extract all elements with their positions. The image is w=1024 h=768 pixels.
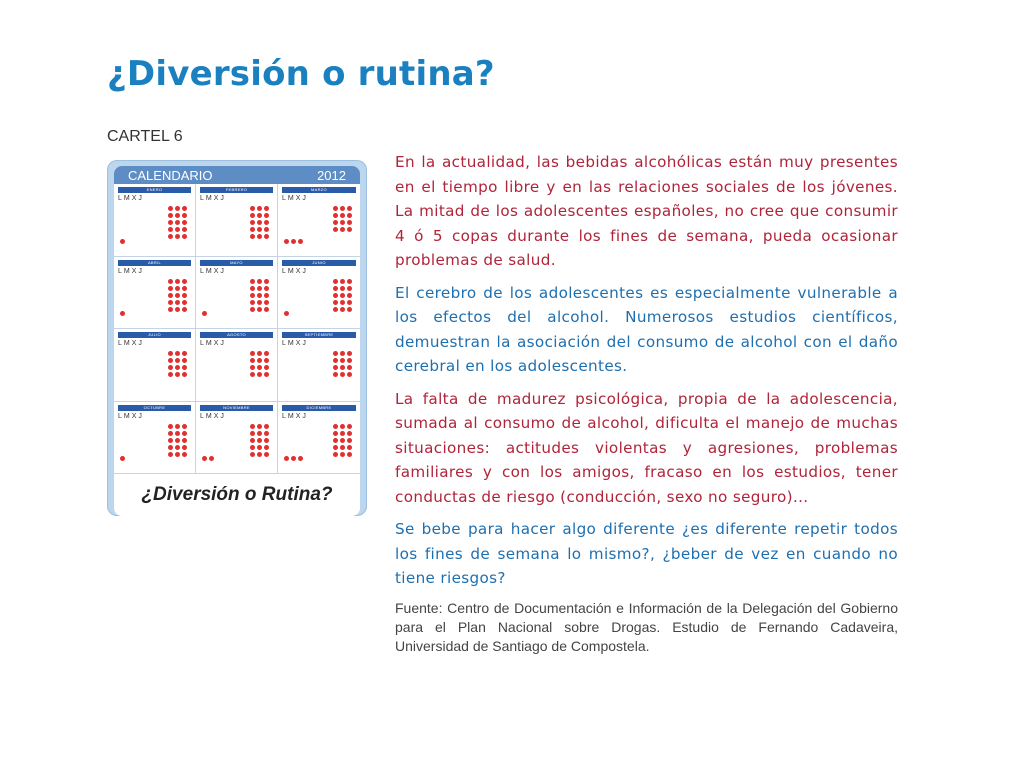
calendar-dots — [168, 424, 187, 457]
red-dot — [120, 311, 125, 316]
red-dot — [250, 234, 255, 239]
red-dot — [284, 456, 289, 461]
red-dot — [168, 206, 173, 211]
red-dot — [264, 300, 269, 305]
red-dot — [298, 239, 303, 244]
red-dot — [168, 307, 173, 312]
red-dot — [250, 300, 255, 305]
red-dot — [347, 213, 352, 218]
red-dot — [168, 220, 173, 225]
red-dot — [340, 279, 345, 284]
red-dot — [182, 351, 187, 356]
red-dot — [340, 300, 345, 305]
red-dot — [175, 234, 180, 239]
red-dot — [168, 358, 173, 363]
red-dot — [333, 286, 338, 291]
red-dot — [257, 431, 262, 436]
calendar-month-name: NOVIEMBRE — [200, 405, 273, 411]
calendar-month-name: MARZO — [282, 187, 356, 193]
page-title: ¿Diversión o rutina? — [107, 54, 495, 94]
red-dot — [264, 358, 269, 363]
red-dot — [250, 279, 255, 284]
calendar-day-letters: LMXJ — [118, 340, 144, 347]
red-dot — [182, 220, 187, 225]
calendar-day-letters: LMXJ — [200, 340, 226, 347]
red-dot — [291, 239, 296, 244]
red-dot — [264, 365, 269, 370]
red-dot — [168, 286, 173, 291]
calendar-day-letters: LMXJ — [282, 340, 308, 347]
red-dot — [175, 424, 180, 429]
red-dot — [182, 424, 187, 429]
red-dot — [340, 307, 345, 312]
red-dot — [250, 424, 255, 429]
red-dot — [333, 206, 338, 211]
red-dot — [175, 358, 180, 363]
calendar-header-year: 2012 — [317, 167, 346, 183]
red-dot — [333, 213, 338, 218]
red-dot — [264, 424, 269, 429]
red-dot — [264, 293, 269, 298]
red-dot — [182, 279, 187, 284]
red-dot — [175, 372, 180, 377]
red-dot — [250, 213, 255, 218]
red-dot — [340, 286, 345, 291]
red-dot — [182, 452, 187, 457]
red-dot — [257, 365, 262, 370]
red-dot — [175, 307, 180, 312]
calendar-header — [114, 166, 360, 184]
calendar-month — [114, 184, 196, 257]
red-dot — [175, 300, 180, 305]
red-dot — [182, 227, 187, 232]
red-dot — [347, 431, 352, 436]
red-dot — [168, 300, 173, 305]
red-dot — [333, 445, 338, 450]
calendar-month-name: MAYO — [200, 260, 273, 266]
red-dot — [168, 424, 173, 429]
red-dot — [347, 358, 352, 363]
calendar-day-letters: LMXJ — [118, 412, 144, 420]
paragraph-brain-vulnerability: El cerebro de los adolescentes es especialmente vulnerable a los efectos del alcohol. Numerosos estudios científicos, demuestran la asociación del consumo de alcohol con el daño cerebral en los adolescentes. — [395, 283, 898, 375]
red-dot — [347, 307, 352, 312]
red-dot — [340, 358, 345, 363]
calendar-month-name: JUNIO — [282, 260, 356, 266]
red-dot — [250, 438, 255, 443]
red-dot — [257, 372, 262, 377]
red-dot — [182, 445, 187, 450]
red-dot — [257, 358, 262, 363]
red-dot — [340, 227, 345, 232]
calendar-dots — [168, 206, 187, 239]
calendar-dots — [333, 279, 352, 312]
red-dot — [347, 220, 352, 225]
calendar-month — [278, 329, 360, 402]
calendar-stray-dots — [284, 229, 305, 248]
calendar-month-name: FEBRERO — [200, 187, 273, 193]
red-dot — [264, 286, 269, 291]
calendar-dots — [250, 279, 269, 312]
paragraph-alcohol-presence: En la actualidad, las bebidas alcohólicas están muy presentes en el tiempo libre y en las relaciones sociales de los jóvenes. La mitad de los adolescentes españoles, no cree que consumir 4 ó 5 copas durante los fines de semana, pueda ocasionar problemas de salud. — [395, 153, 898, 269]
calendar-dots — [250, 424, 269, 457]
red-dot — [264, 307, 269, 312]
red-dot — [250, 452, 255, 457]
calendar-day-letters: LMXJ — [282, 412, 308, 420]
calendar-stray-dots — [202, 446, 216, 465]
calendar-month-name: DICIEMBRE — [282, 405, 356, 411]
red-dot — [175, 220, 180, 225]
red-dot — [168, 431, 173, 436]
red-dot — [168, 452, 173, 457]
red-dot — [175, 351, 180, 356]
red-dot — [168, 351, 173, 356]
red-dot — [182, 372, 187, 377]
red-dot — [347, 351, 352, 356]
calendar-month — [196, 329, 278, 402]
calendar-poster-image — [107, 160, 367, 516]
red-dot — [340, 431, 345, 436]
red-dot — [257, 452, 262, 457]
red-dot — [347, 279, 352, 284]
red-dot — [257, 220, 262, 225]
red-dot — [340, 365, 345, 370]
red-dot — [250, 431, 255, 436]
red-dot — [250, 293, 255, 298]
calendar-month-name: OCTUBRE — [118, 405, 191, 411]
red-dot — [340, 445, 345, 450]
red-dot — [284, 311, 289, 316]
poster-number-label: CARTEL 6 — [107, 128, 183, 145]
red-dot — [333, 365, 338, 370]
red-dot — [347, 438, 352, 443]
red-dot — [298, 456, 303, 461]
red-dot — [284, 239, 289, 244]
red-dot — [333, 307, 338, 312]
red-dot — [182, 206, 187, 211]
red-dot — [257, 424, 262, 429]
red-dot — [202, 311, 207, 316]
red-dot — [340, 293, 345, 298]
red-dot — [333, 452, 338, 457]
red-dot — [250, 227, 255, 232]
red-dot — [333, 438, 338, 443]
red-dot — [168, 293, 173, 298]
red-dot — [257, 213, 262, 218]
red-dot — [168, 234, 173, 239]
calendar-stray-dots — [284, 446, 305, 465]
calendar-month-name: SEPTIEMBRE — [282, 332, 356, 338]
calendar-month — [278, 257, 360, 330]
source-citation: Fuente: Centro de Documentación e Información de la Delegación del Gobierno para el Plan Nacional sobre Drogas. Estudio de Fernando Cadaveira, Universidad de Santiago de Compostela. — [395, 599, 898, 654]
calendar-stray-dots — [120, 301, 127, 320]
red-dot — [340, 424, 345, 429]
red-dot — [182, 358, 187, 363]
calendar-dots — [250, 206, 269, 239]
red-dot — [257, 438, 262, 443]
red-dot — [175, 227, 180, 232]
red-dot — [264, 206, 269, 211]
red-dot — [257, 293, 262, 298]
red-dot — [333, 372, 338, 377]
red-dot — [257, 307, 262, 312]
red-dot — [333, 300, 338, 305]
calendar-day-letters: LMXJ — [118, 195, 144, 202]
red-dot — [250, 358, 255, 363]
red-dot — [175, 286, 180, 291]
calendar-month — [196, 402, 278, 475]
red-dot — [264, 431, 269, 436]
red-dot — [347, 424, 352, 429]
calendar-day-letters: LMXJ — [282, 267, 308, 275]
calendar-dots — [333, 351, 352, 377]
red-dot — [175, 438, 180, 443]
red-dot — [264, 372, 269, 377]
red-dot — [182, 300, 187, 305]
red-dot — [333, 293, 338, 298]
red-dot — [209, 456, 214, 461]
red-dot — [340, 351, 345, 356]
calendar-month — [114, 329, 196, 402]
red-dot — [264, 220, 269, 225]
poster-caption: ¿Diversión o Rutina? — [114, 474, 360, 516]
red-dot — [347, 452, 352, 457]
red-dot — [250, 365, 255, 370]
red-dot — [333, 358, 338, 363]
red-dot — [347, 300, 352, 305]
calendar-month-name: JULIO — [118, 332, 191, 338]
red-dot — [182, 234, 187, 239]
red-dot — [202, 456, 207, 461]
red-dot — [182, 293, 187, 298]
red-dot — [175, 431, 180, 436]
red-dot — [250, 307, 255, 312]
calendar-month-name: AGOSTO — [200, 332, 273, 338]
red-dot — [175, 213, 180, 218]
red-dot — [168, 365, 173, 370]
red-dot — [168, 213, 173, 218]
red-dot — [257, 279, 262, 284]
red-dot — [291, 456, 296, 461]
red-dot — [175, 452, 180, 457]
red-dot — [340, 452, 345, 457]
red-dot — [182, 286, 187, 291]
red-dot — [250, 206, 255, 211]
red-dot — [264, 452, 269, 457]
red-dot — [182, 438, 187, 443]
calendar-day-letters: LMXJ — [200, 195, 226, 202]
red-dot — [250, 351, 255, 356]
calendar-header-title: CALENDARIO — [128, 167, 213, 183]
red-dot — [257, 445, 262, 450]
calendar-dots — [333, 206, 352, 232]
red-dot — [257, 286, 262, 291]
red-dot — [175, 206, 180, 211]
calendar-day-letters: LMXJ — [200, 267, 226, 275]
calendar-month — [278, 184, 360, 257]
red-dot — [175, 293, 180, 298]
red-dot — [250, 220, 255, 225]
red-dot — [333, 351, 338, 356]
calendar-month — [114, 257, 196, 330]
calendar-dots — [168, 351, 187, 377]
red-dot — [347, 293, 352, 298]
red-dot — [182, 365, 187, 370]
red-dot — [333, 220, 338, 225]
red-dot — [264, 279, 269, 284]
red-dot — [257, 234, 262, 239]
red-dot — [264, 234, 269, 239]
red-dot — [333, 227, 338, 232]
calendar-dots — [333, 424, 352, 457]
calendar-month — [114, 402, 196, 475]
red-dot — [168, 279, 173, 284]
calendar-stray-dots — [202, 301, 209, 320]
calendar-stray-dots — [120, 446, 127, 465]
red-dot — [333, 279, 338, 284]
red-dot — [340, 372, 345, 377]
paragraph-routine-question: Se bebe para hacer algo diferente ¿es diferente repetir todos los fines de semana lo mismo?, ¿beber de vez en cuando no tiene riesgos? — [395, 520, 898, 587]
red-dot — [168, 445, 173, 450]
red-dot — [347, 365, 352, 370]
red-dot — [264, 438, 269, 443]
red-dot — [168, 372, 173, 377]
calendar-day-letters: LMXJ — [118, 267, 144, 275]
red-dot — [182, 431, 187, 436]
calendar-day-letters: LMXJ — [282, 195, 308, 202]
red-dot — [182, 213, 187, 218]
red-dot — [347, 286, 352, 291]
red-dot — [175, 279, 180, 284]
calendar-month-name: ABRIL — [118, 260, 191, 266]
red-dot — [347, 206, 352, 211]
red-dot — [182, 307, 187, 312]
calendar-month — [278, 402, 360, 475]
calendar-day-letters: LMXJ — [200, 412, 226, 420]
calendar-month-name: ENERO — [118, 187, 191, 193]
calendar-stray-dots — [120, 229, 127, 248]
red-dot — [264, 213, 269, 218]
red-dot — [264, 445, 269, 450]
red-dot — [168, 227, 173, 232]
calendar-month — [196, 184, 278, 257]
red-dot — [257, 227, 262, 232]
red-dot — [264, 227, 269, 232]
red-dot — [340, 206, 345, 211]
red-dot — [340, 213, 345, 218]
red-dot — [340, 438, 345, 443]
red-dot — [175, 365, 180, 370]
red-dot — [347, 227, 352, 232]
red-dot — [120, 456, 125, 461]
calendar-dots — [168, 279, 187, 312]
red-dot — [257, 351, 262, 356]
paragraph-psychological-maturity: La falta de madurez psicológica, propia de la adolescencia, sumada al consumo de alcohol, dificulta el manejo de muchas situaciones: actitudes violentas y agresiones, problemas familiares y con los amigos, fracaso en los estudios, tener conductas de riesgo (conducción, sexo no seguro)... — [395, 389, 898, 506]
calendar-grid — [114, 184, 360, 474]
red-dot — [347, 372, 352, 377]
red-dot — [250, 445, 255, 450]
red-dot — [333, 431, 338, 436]
red-dot — [257, 300, 262, 305]
red-dot — [120, 239, 125, 244]
red-dot — [340, 220, 345, 225]
calendar-month — [196, 257, 278, 330]
body-text-column — [395, 150, 898, 656]
calendar-dots — [250, 351, 269, 377]
calendar-stray-dots — [284, 301, 291, 320]
red-dot — [347, 445, 352, 450]
red-dot — [333, 424, 338, 429]
red-dot — [168, 438, 173, 443]
red-dot — [264, 351, 269, 356]
red-dot — [250, 286, 255, 291]
red-dot — [175, 445, 180, 450]
red-dot — [250, 372, 255, 377]
red-dot — [257, 206, 262, 211]
